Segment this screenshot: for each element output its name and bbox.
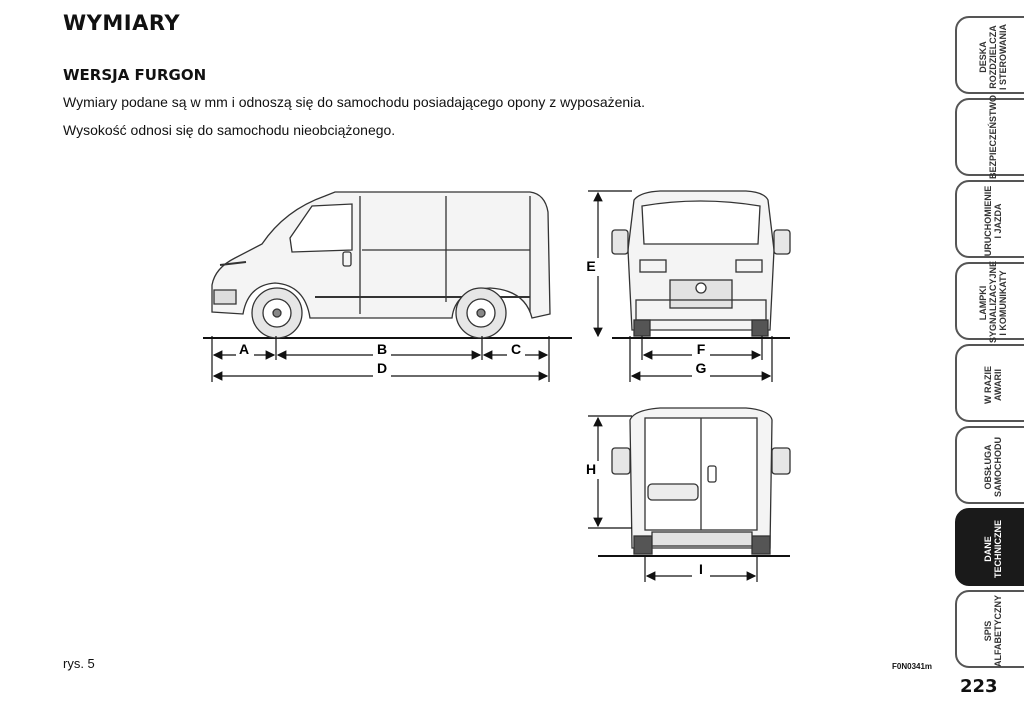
label-h: H [585, 461, 597, 477]
tab-uruchomienie[interactable] [955, 180, 1024, 258]
paragraph-units: Wymiary podane są w mm i odnoszą się do samochodu posiadającego opony z wyposażenia. [63, 94, 645, 110]
tab-spis-alfabetyczny[interactable] [955, 590, 1024, 668]
van-front-view [612, 191, 790, 338]
van-side-view [203, 192, 572, 338]
label-e: E [586, 258, 596, 274]
label-d: D [376, 360, 388, 376]
figure-caption: rys. 5 [63, 656, 95, 671]
paragraph-height: Wysokość odnosi się do samochodu nieobciążonego. [63, 122, 396, 138]
tab-label: URUCHOMIENIE I JAZDA [983, 185, 1003, 257]
figure-code: F0N0341m [892, 662, 933, 671]
label-a: A [238, 341, 250, 357]
van-rear-view [598, 408, 790, 556]
tab-label: OBSŁUGA SAMOCHODU [983, 437, 1003, 497]
label-g: G [695, 360, 707, 376]
tab-label: LAMPKI SYGNALIZACYJNE I KOMUNIKATY [978, 260, 1008, 343]
tab-label: DESKA ROZDZIELCZA I STEROWANIA [978, 24, 1008, 91]
tab-label: SPIS ALFABETYCZNY [983, 595, 1003, 667]
page-number: 223 [960, 676, 998, 697]
tab-label: W RAZIE AWARII [983, 366, 1003, 404]
tab-dane-techniczne[interactable] [955, 508, 1024, 586]
page-title: WYMIARY [63, 11, 181, 35]
tab-bezpieczenstwo[interactable] [955, 94, 1024, 179]
label-c: C [510, 341, 522, 357]
label-f: F [696, 341, 706, 357]
section-title: WERSJA FURGON [63, 66, 207, 84]
tab-deska-rozdzielcza[interactable] [955, 16, 1024, 94]
label-b: B [376, 341, 388, 357]
label-i: I [699, 561, 703, 577]
tab-label: DANE TECHNICZNE [983, 520, 1003, 578]
tab-label: BEZPIECZEŃSTWO [988, 94, 998, 179]
tab-w-razie-awarii[interactable] [955, 344, 1024, 422]
tab-obsluga[interactable] [955, 426, 1024, 504]
tab-lampki[interactable] [955, 260, 1024, 343]
